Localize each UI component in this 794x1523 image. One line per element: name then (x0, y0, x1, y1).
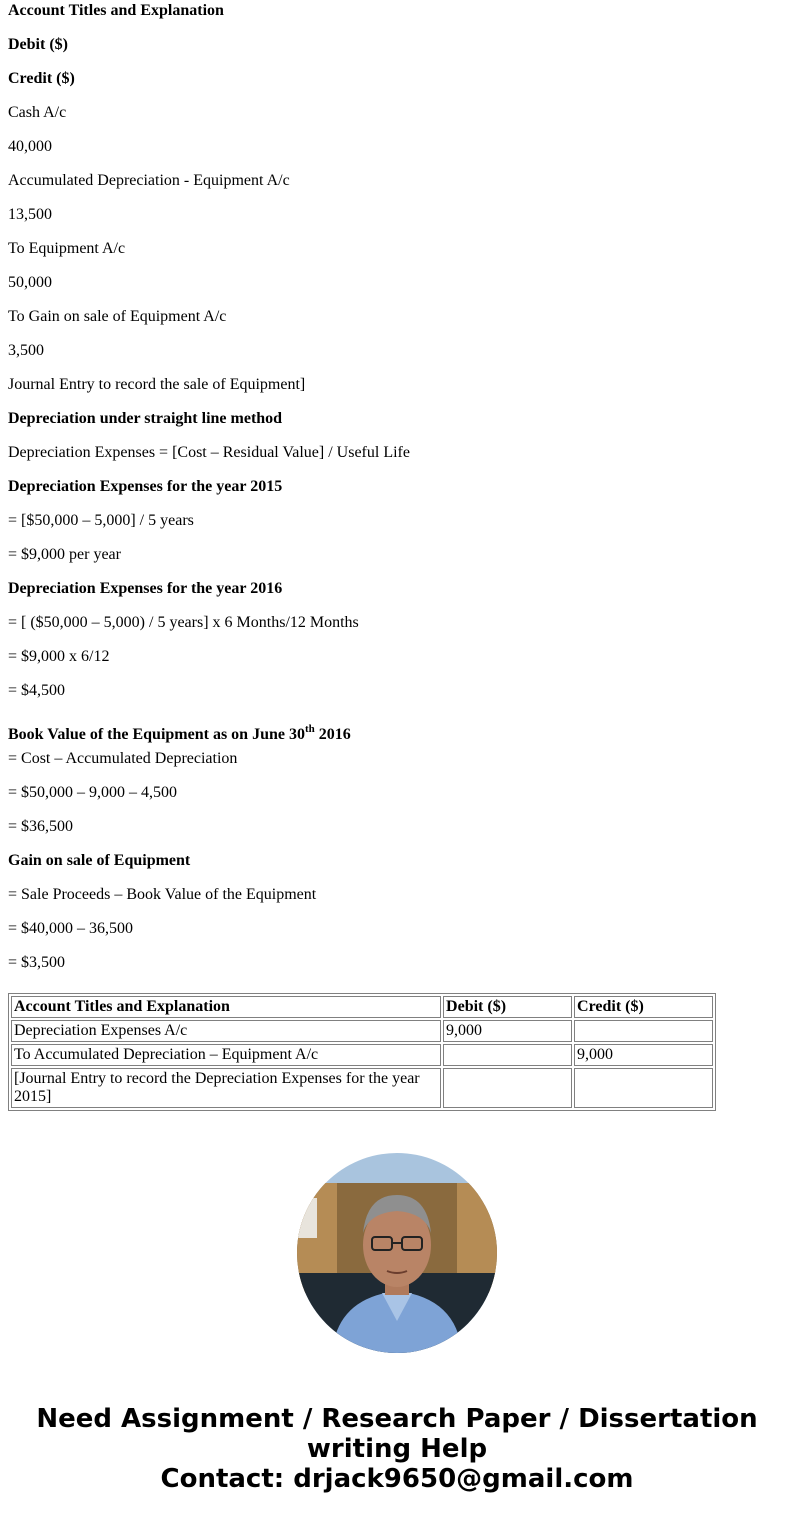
author-photo (297, 1153, 497, 1353)
text-line: = $36,500 (8, 818, 74, 835)
section-heading: Debit ($) (8, 36, 68, 53)
entry-lines (8, 0, 786, 714)
text-line: = Cost – Accumulated Depreciation (8, 750, 238, 767)
text-line: Cash A/c (8, 104, 67, 121)
book-value-heading (8, 714, 786, 748)
row3-credit (574, 1068, 713, 1108)
section-heading: Depreciation Expenses for the year 2016 (8, 580, 283, 597)
table-header-row (11, 996, 713, 1018)
calc-lines (8, 748, 786, 986)
text-line: Depreciation Expenses = [Cost – Residual Value] / Useful Life (8, 444, 410, 461)
row2-debit (443, 1044, 572, 1066)
section-heading: Credit ($) (8, 70, 75, 87)
promo-banner (0, 1404, 794, 1494)
promo-contact: Contact: drjack9650@gmail.com (160, 1464, 634, 1494)
table-row (11, 1044, 713, 1066)
text-line: Accumulated Depreciation - Equipment A/c (8, 172, 290, 189)
header-account: Account Titles and Explanation (11, 996, 441, 1018)
row1-debit: 9,000 (443, 1020, 572, 1042)
row1-credit (574, 1020, 713, 1042)
book-value-heading-text: Book Value of the Equipment as on June 30 (8, 726, 305, 743)
text-line: = $9,000 per year (8, 546, 121, 563)
text-line: = [ ($50,000 – 5,000) / 5 years] x 6 Months/12 Months (8, 614, 359, 631)
book-value-heading-sup: th (304, 722, 315, 735)
text-line: = $50,000 – 9,000 – 4,500 (8, 784, 178, 801)
text-line: 50,000 (8, 274, 52, 291)
promo-line: Need Assignment / Research Paper / Dissertation writing Help (36, 1404, 758, 1464)
table-row (11, 1068, 713, 1108)
table-row (11, 1020, 713, 1042)
section-heading: Depreciation under straight line method (8, 410, 283, 427)
row2-credit: 9,000 (574, 1044, 713, 1066)
header-debit: Debit ($) (443, 996, 572, 1018)
row3-debit (443, 1068, 572, 1108)
person-portrait-icon (297, 1153, 497, 1353)
book-value-heading-year: 2016 (314, 726, 351, 743)
row1-account: Depreciation Expenses A/c (11, 1020, 441, 1042)
text-line: = Sale Proceeds – Book Value of the Equipment (8, 886, 317, 903)
text-line: 3,500 (8, 342, 44, 359)
text-line: = $4,500 (8, 682, 66, 699)
text-line: To Gain on sale of Equipment A/c (8, 308, 227, 325)
text-line: 40,000 (8, 138, 52, 155)
section-heading: Depreciation Expenses for the year 2015 (8, 478, 283, 495)
row3-account: [Journal Entry to record the Depreciation Expenses for the year 2015] (11, 1068, 441, 1108)
text-line: = $3,500 (8, 954, 66, 971)
row2-account: To Accumulated Depreciation – Equipment A/c (11, 1044, 441, 1066)
section-heading: Gain on sale of Equipment (8, 852, 191, 869)
text-line: = $40,000 – 36,500 (8, 920, 134, 937)
text-line: Journal Entry to record the sale of Equipment] (8, 376, 306, 393)
text-line: 13,500 (8, 206, 52, 223)
text-line: = [$50,000 – 5,000] / 5 years (8, 512, 194, 529)
journal-table (8, 993, 716, 1111)
section-heading: Account Titles and Explanation (8, 2, 224, 19)
text-line: = $9,000 x 6/12 (8, 648, 110, 665)
header-credit: Credit ($) (574, 996, 713, 1018)
text-line: To Equipment A/c (8, 240, 126, 257)
